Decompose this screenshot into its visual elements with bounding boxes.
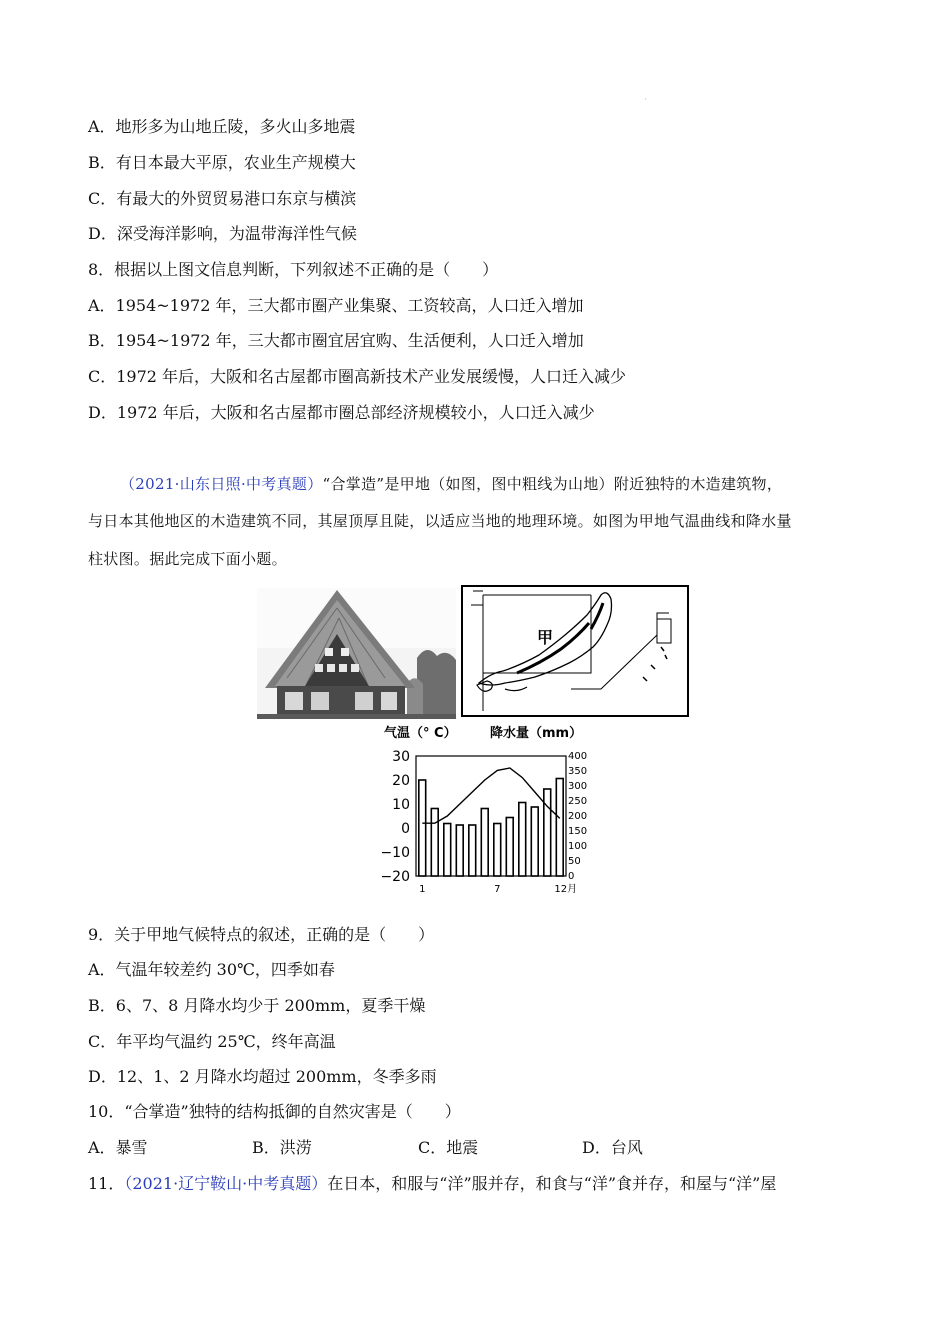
y-left-tick-label: 0: [401, 821, 410, 837]
precip-bar-5: [469, 825, 476, 876]
y-right-tick-label: 150: [568, 826, 588, 837]
q7-option-b: B．有日本最大平原，农业生产规模大: [88, 153, 356, 172]
precip-bar-3: [444, 824, 451, 877]
y-left-tick-label: 20: [392, 773, 410, 789]
precip-bar-7: [494, 824, 501, 877]
chart-title-temperature: 气温（° C）: [384, 726, 457, 741]
map-label-jia: 甲: [537, 628, 554, 647]
intro-line-3: 柱状图。据此完成下面小题。: [88, 550, 287, 568]
y-left-tick-label: 30: [392, 749, 410, 765]
y-right-tick-label: 350: [568, 766, 588, 777]
chart-title-precipitation: 降水量（mm）: [490, 726, 583, 741]
q10-option-a: A．暴雪: [88, 1138, 148, 1157]
intro-line-1-text: “合掌造”是甲地（如图，图中粗线为山地）附近独特的木造建筑物，: [322, 475, 783, 493]
y-right-tick-label: 250: [568, 796, 588, 807]
precip-bar-11: [544, 789, 551, 876]
q9-stem: 9．关于甲地气候特点的叙述，正确的是（ ）: [88, 925, 435, 944]
q10-option-b: B．洪涝: [252, 1138, 312, 1157]
y-right-tick-label: 300: [568, 781, 588, 792]
x-tick-label: 1: [419, 884, 426, 895]
q8-stem: 8．根据以上图文信息判断，下列叙述不正确的是（ ）: [88, 260, 499, 279]
q8-option-b: B．1954~1972 年，三大都市圈宜居宜购、生活便利，人口迁入增加: [88, 331, 584, 350]
climate-chart: [380, 722, 590, 902]
x-tick-label: 7: [494, 884, 501, 895]
precip-bar-8: [506, 818, 513, 877]
q7-option-a: A．地形多为山地丘陵，多火山多地震: [88, 117, 356, 136]
stray-mark: ': [645, 98, 647, 105]
intro-line-2: 与日本其他地区的木造建筑不同，其屋顶厚且陡，以适应当地的地理环境。如图为甲地气温曲线和降水量: [88, 512, 792, 530]
precip-bar-6: [481, 809, 488, 877]
y-right-tick-label: 50: [568, 856, 581, 867]
q11-text: 在日本，和服与“洋”服并存，和食与“洋”食并存，和屋与“洋”屋: [327, 1174, 777, 1193]
precip-bar-9: [519, 803, 526, 877]
q11-source: （2021·辽宁鞍山·中考真题）: [124, 1174, 328, 1193]
y-right-tick-label: 200: [568, 811, 588, 822]
q9-option-c: C．年平均气温约 25℃，终年高温: [88, 1032, 336, 1051]
q9-option-b: B．6、7、8 月降水均少于 200mm，夏季干燥: [88, 996, 426, 1015]
q10-option-d: D．台风: [582, 1138, 643, 1157]
temperature-line: [422, 768, 560, 823]
q11-line: [88, 1174, 776, 1194]
japan-map: [461, 585, 689, 717]
q10-option-c: C．地震: [418, 1138, 479, 1157]
q10-stem: 10．“合掌造”独特的结构抵御的自然灾害是（ ）: [88, 1102, 461, 1121]
q8-option-d: D．1972 年后，大阪和名古屋都市圈总部经济规模较小，人口迁入减少: [88, 403, 595, 422]
q11-number: 11．: [88, 1174, 125, 1193]
x-tick-label: 12月: [554, 884, 578, 895]
intro-source: （2021·山东日照·中考真题）: [120, 475, 323, 493]
y-left-tick-label: −20: [380, 869, 410, 885]
q8-option-c: C．1972 年后，大阪和名古屋都市圈高新技术产业发展缓慢，人口迁入减少: [88, 367, 627, 386]
precip-bar-10: [531, 807, 538, 876]
q9-option-a: A．气温年较差约 30℃，四季如春: [88, 960, 335, 979]
q9-option-d: D．12、1、2 月降水均超过 200mm，冬季多雨: [88, 1067, 437, 1086]
q8-option-a: A．1954~1972 年，三大都市圈产业集聚、工资较高，人口迁入增加: [88, 296, 584, 315]
y-right-tick-label: 100: [568, 841, 588, 852]
precip-bar-1: [419, 780, 426, 876]
precip-bar-4: [456, 825, 463, 876]
intro-line-1: [120, 474, 782, 494]
y-right-tick-label: 400: [568, 751, 588, 762]
q7-option-d: D．深受海洋影响，为温带海洋性气候: [88, 224, 357, 243]
y-right-tick-label: 0: [568, 871, 575, 882]
precip-bar-12: [556, 779, 563, 877]
gassho-house-photo: [257, 588, 456, 719]
y-left-tick-label: 10: [392, 797, 410, 813]
q7-option-c: C．有最大的外贸贸易港口东京与横滨: [88, 189, 357, 208]
precip-bar-2: [431, 809, 438, 877]
y-left-tick-label: −10: [380, 845, 410, 861]
